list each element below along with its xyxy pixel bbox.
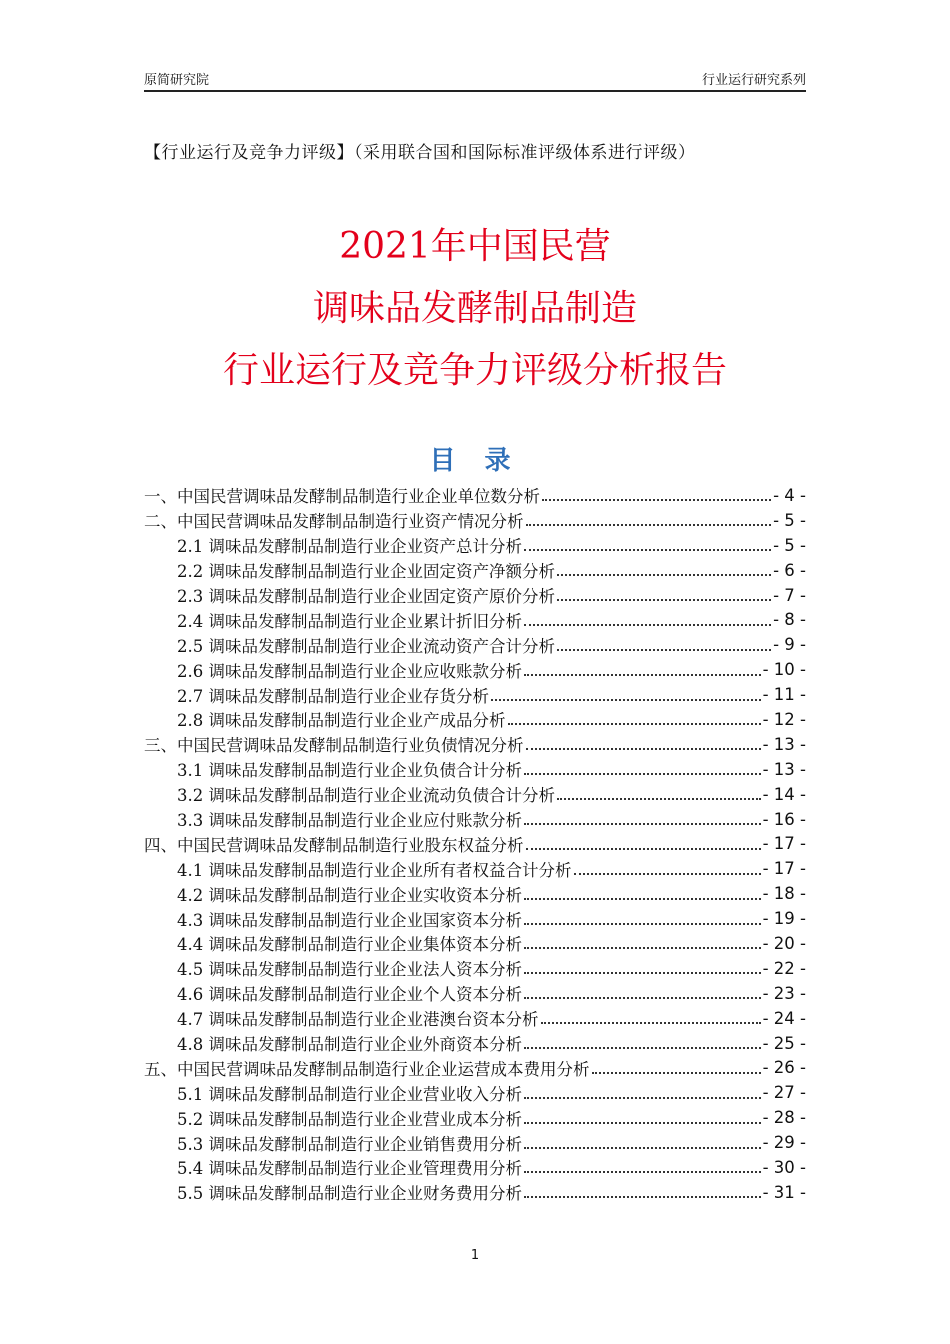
toc-entry-page: - 27 - bbox=[762, 1083, 806, 1103]
toc-entry-title: 5.5 调味品发酵制品制造行业企业财务费用分析 bbox=[177, 1184, 522, 1204]
toc-entry-title: 2.3 调味品发酵制品制造行业企业固定资产原价分析 bbox=[177, 587, 555, 606]
toc-entry-page: - 29 - bbox=[762, 1133, 806, 1153]
toc-entry[interactable] bbox=[144, 1006, 806, 1031]
toc-leader-dots bbox=[541, 1022, 761, 1024]
toc-entry-title: 4.6 调味品发酵制品制造行业企业个人资本分析 bbox=[177, 985, 522, 1005]
toc-entry[interactable] bbox=[144, 831, 806, 856]
toc-entry[interactable] bbox=[144, 732, 806, 757]
toc-leader-dots bbox=[542, 499, 771, 501]
toc-entry[interactable] bbox=[144, 1031, 806, 1056]
toc-entry-page: - 8 - bbox=[773, 610, 806, 630]
toc-entry-title: 5.3 调味品发酵制品制造行业企业销售费用分析 bbox=[177, 1134, 522, 1154]
toc-entry-page: - 12 - bbox=[762, 709, 806, 729]
toc-entry[interactable] bbox=[144, 1180, 806, 1205]
toc-entry-title: 2.5 调味品发酵制品制造行业企业流动资产合计分析 bbox=[177, 636, 555, 656]
toc-leader-dots bbox=[524, 972, 761, 974]
toc-entry[interactable] bbox=[144, 508, 806, 533]
toc-entry-title: 5.2 调味品发酵制品制造行业企业营业成本分析 bbox=[177, 1109, 522, 1129]
table-of-contents bbox=[144, 483, 806, 1205]
toc-entry-title: 2.7 调味品发酵制品制造行业企业存货分析 bbox=[177, 686, 489, 706]
toc-entry-page: - 13 - bbox=[762, 734, 806, 754]
toc-entry-title: 2.8 调味品发酵制品制造行业企业产成品分析 bbox=[177, 711, 506, 731]
toc-leader-dots bbox=[524, 624, 771, 626]
toc-entry[interactable] bbox=[144, 583, 806, 608]
toc-leader-dots bbox=[524, 1147, 761, 1149]
toc-entry-page: - 18 - bbox=[762, 884, 806, 904]
toc-entry[interactable] bbox=[144, 856, 806, 881]
toc-entry[interactable] bbox=[144, 632, 806, 657]
toc-entry-title: 2.4 调味品发酵制品制造行业企业累计折旧分析 bbox=[177, 611, 522, 631]
toc-entry-page: - 25 - bbox=[762, 1033, 806, 1053]
toc-entry[interactable] bbox=[144, 558, 806, 583]
toc-entry-title: 3.3 调味品发酵制品制造行业企业应付账款分析 bbox=[177, 811, 522, 831]
toc-entry[interactable] bbox=[144, 981, 806, 1006]
toc-entry[interactable] bbox=[144, 607, 806, 632]
toc-entry-title: 二、中国民营调味品发酵制品制造行业资产情况分析 bbox=[144, 512, 524, 532]
toc-entry-title: 2.6 调味品发酵制品制造行业企业应收账款分析 bbox=[177, 661, 522, 681]
toc-entry[interactable] bbox=[144, 483, 806, 508]
toc-leader-dots bbox=[524, 947, 761, 949]
toc-leader-dots bbox=[524, 1047, 761, 1049]
toc-entry-page: - 22 - bbox=[762, 958, 806, 978]
toc-leader-dots bbox=[524, 549, 771, 551]
toc-leader-dots bbox=[526, 848, 761, 850]
toc-entry-page: - 9 - bbox=[773, 635, 806, 655]
toc-leader-dots bbox=[524, 1122, 761, 1124]
toc-entry[interactable] bbox=[144, 807, 806, 832]
toc-entry[interactable] bbox=[144, 682, 806, 707]
toc-entry-title: 2.1 调味品发酵制品制造行业企业资产总计分析 bbox=[177, 537, 522, 557]
toc-leader-dots bbox=[526, 524, 772, 526]
toc-entry-page: - 14 - bbox=[762, 784, 806, 804]
toc-entry[interactable] bbox=[144, 931, 806, 956]
toc-leader-dots bbox=[557, 599, 771, 601]
toc-entry-title: 4.1 调味品发酵制品制造行业企业所有者权益合计分析 bbox=[177, 860, 572, 880]
toc-leader-dots bbox=[574, 873, 761, 875]
toc-entry-title: 5.4 调味品发酵制品制造行业企业管理费用分析 bbox=[177, 1159, 522, 1179]
toc-entry-title: 4.8 调味品发酵制品制造行业企业外商资本分析 bbox=[177, 1035, 522, 1055]
toc-entry[interactable] bbox=[144, 1055, 806, 1080]
toc-entry[interactable] bbox=[144, 1155, 806, 1180]
toc-leader-dots bbox=[592, 1072, 761, 1074]
title-line-2: 调味品发酵制品制造 bbox=[312, 288, 637, 329]
toc-leader-dots bbox=[524, 1196, 761, 1198]
toc-entry-page: - 17 - bbox=[762, 859, 806, 879]
rating-subtitle: 【行业运行及竞争力评级】（采用联合国和国际标准评级体系进行评级） bbox=[144, 143, 696, 163]
toc-entry-page: - 20 - bbox=[762, 933, 806, 953]
toc-entry[interactable] bbox=[144, 906, 806, 931]
toc-entry-title: 3.1 调味品发酵制品制造行业企业负债合计分析 bbox=[177, 761, 522, 781]
toc-leader-dots bbox=[524, 1171, 761, 1173]
title-line-3: 行业运行及竞争力评级分析报告 bbox=[222, 350, 727, 391]
toc-entry-page: - 30 - bbox=[762, 1157, 806, 1177]
toc-entry-title: 4.2 调味品发酵制品制造行业企业实收资本分析 bbox=[177, 885, 522, 905]
toc-entry-page: - 23 - bbox=[762, 983, 806, 1003]
toc-leader-dots bbox=[524, 1097, 761, 1099]
toc-entry-page: - 11 - bbox=[762, 685, 806, 705]
toc-leader-dots bbox=[524, 923, 761, 925]
toc-entry-page: - 7 - bbox=[773, 585, 806, 605]
toc-leader-dots bbox=[524, 674, 761, 676]
toc-leader-dots bbox=[524, 823, 761, 825]
toc-entry[interactable] bbox=[144, 1105, 806, 1130]
header-left: 原简研究院 bbox=[144, 73, 210, 88]
toc-entry[interactable] bbox=[144, 1130, 806, 1155]
toc-leader-dots bbox=[557, 574, 771, 576]
toc-entry-title: 一、中国民营调味品发酵制品制造行业企业单位数分析 bbox=[144, 487, 540, 507]
toc-entry[interactable] bbox=[144, 707, 806, 732]
header-right: 行业运行研究系列 bbox=[701, 73, 806, 88]
toc-entry-title: 4.5 调味品发酵制品制造行业企业法人资本分析 bbox=[177, 960, 522, 980]
toc-entry[interactable] bbox=[144, 533, 806, 558]
toc-leader-dots bbox=[524, 997, 761, 999]
toc-leader-dots bbox=[557, 798, 761, 800]
toc-leader-dots bbox=[491, 699, 761, 701]
toc-leader-dots bbox=[524, 898, 761, 900]
title-line-1: 2021年中国民营 bbox=[339, 226, 611, 267]
toc-entry[interactable] bbox=[144, 782, 806, 807]
toc-entry-page: - 16 - bbox=[762, 809, 806, 829]
toc-entry-page: - 31 - bbox=[762, 1182, 806, 1202]
toc-entry[interactable] bbox=[144, 757, 806, 782]
toc-leader-dots bbox=[557, 649, 771, 651]
toc-entry-page: - 5 - bbox=[773, 535, 806, 555]
toc-entry-page: - 24 - bbox=[762, 1008, 806, 1028]
toc-entry-page: - 13 - bbox=[762, 759, 806, 779]
toc-entry-page: - 28 - bbox=[762, 1108, 806, 1128]
toc-heading: 目 录 bbox=[429, 446, 521, 476]
toc-entry-title: 2.2 调味品发酵制品制造行业企业固定资产净额分析 bbox=[177, 562, 555, 582]
toc-entry-title: 4.4 调味品发酵制品制造行业企业集体资本分析 bbox=[177, 935, 522, 955]
toc-entry-title: 四、中国民营调味品发酵制品制造行业股东权益分析 bbox=[144, 835, 524, 855]
toc-entry-page: - 6 - bbox=[773, 560, 806, 580]
toc-entry-page: - 26 - bbox=[762, 1058, 806, 1078]
toc-entry[interactable] bbox=[144, 956, 806, 981]
toc-entry-page: - 5 - bbox=[773, 510, 806, 530]
page-header bbox=[144, 68, 806, 92]
toc-entry-page: - 4 - bbox=[773, 485, 806, 505]
toc-entry[interactable] bbox=[144, 657, 806, 682]
toc-entry-page: - 10 - bbox=[762, 660, 806, 680]
toc-entry-title: 4.3 调味品发酵制品制造行业企业国家资本分析 bbox=[177, 910, 522, 930]
toc-entry-title: 5.1 调味品发酵制品制造行业企业营业收入分析 bbox=[177, 1084, 522, 1104]
toc-entry[interactable] bbox=[144, 881, 806, 906]
toc-entry-title: 4.7 调味品发酵制品制造行业企业港澳台资本分析 bbox=[177, 1010, 539, 1030]
toc-leader-dots bbox=[526, 748, 761, 750]
page-number: 1 bbox=[470, 1248, 480, 1263]
toc-entry-title: 3.2 调味品发酵制品制造行业企业流动负债合计分析 bbox=[177, 786, 555, 806]
toc-leader-dots bbox=[508, 723, 761, 725]
toc-leader-dots bbox=[524, 773, 761, 775]
toc-entry-title: 三、中国民营调味品发酵制品制造行业负债情况分析 bbox=[144, 736, 524, 756]
toc-entry-page: - 17 - bbox=[762, 834, 806, 854]
toc-entry-title: 五、中国民营调味品发酵制品制造行业企业运营成本费用分析 bbox=[144, 1059, 590, 1079]
toc-entry[interactable] bbox=[144, 1080, 806, 1105]
toc-entry-page: - 19 - bbox=[762, 909, 806, 929]
